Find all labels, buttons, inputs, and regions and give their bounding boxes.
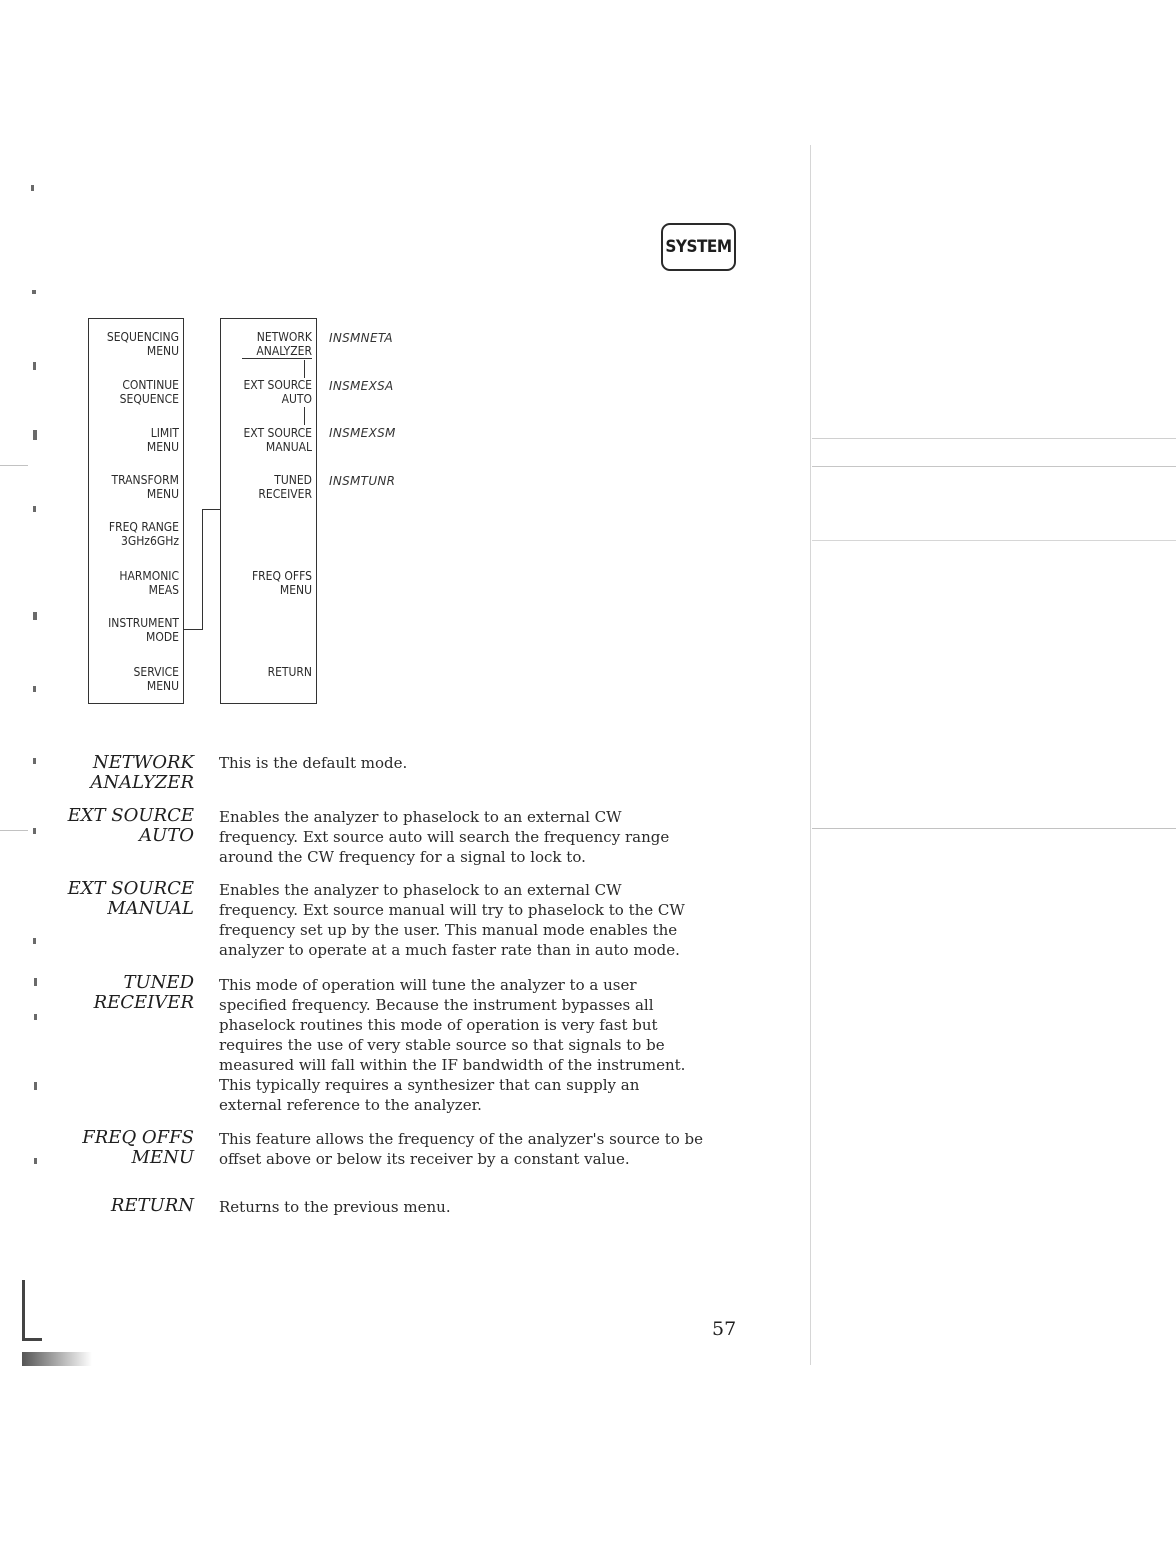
softkey-ext-source-auto[interactable] — [243, 378, 312, 406]
softkey-label: INSTRUMENT — [108, 616, 179, 630]
definition-text-return: Returns to the previous menu. — [219, 1198, 451, 1216]
mnemonic-tuned-receiver: INSMTUNR — [329, 474, 396, 488]
softkey-label: MENU — [146, 679, 179, 693]
definition-term-network-analyzer: NETWORK ANALYZER — [90, 752, 194, 793]
menu-connector — [184, 629, 202, 630]
softkey-label: SEQUENCING — [106, 330, 179, 344]
definition-term-freq-offs-menu: FREQ OFFS MENU — [82, 1127, 194, 1168]
binding-mark — [22, 1338, 42, 1341]
softkey-label: SERVICE — [133, 665, 179, 679]
binding-mark — [31, 185, 34, 191]
system-key[interactable]: SYSTEM — [661, 223, 736, 271]
definition-text-ext-source-manual: Enables the analyzer to phaselock to an external CW frequency. Ext source manual will try to phaselock to the CW frequency set up by the user. This manual mode enables the analyzer to operate at a much faster rate than in auto mode. — [219, 881, 685, 959]
binding-mark — [22, 1352, 92, 1366]
definition-text-network-analyzer: This is the default mode. — [219, 754, 408, 772]
softkey-label: MODE — [146, 630, 179, 644]
definition-term-tuned-receiver: TUNED RECEIVER — [93, 972, 194, 1013]
definition-term-ext-source-manual: EXT SOURCE MANUAL — [67, 878, 194, 919]
softkey-freq-range[interactable] — [109, 520, 179, 548]
scan-edge-line — [812, 438, 1176, 439]
system-softkey-menu — [88, 318, 184, 704]
softkey-limit-menu[interactable] — [147, 426, 179, 454]
softkey-label: MANUAL — [265, 440, 312, 454]
selection-link — [304, 360, 305, 378]
mnemonic-network-analyzer: INSMNETA — [329, 331, 393, 345]
menu-connector — [202, 509, 220, 510]
scan-edge-line — [0, 465, 28, 466]
softkey-service-menu[interactable] — [134, 665, 179, 693]
softkey-label: CONTINUE — [122, 378, 179, 392]
definition-text-tuned-receiver: This mode of operation will tune the analyzer to a user specified frequency. Because the instrument bypasses all phaselock routines this mode of operation is very fast but requires the use of very stable source so that signals to be measured will fall within the IF bandwidth of the instrument. This typically requires a synthesizer that can supply an external reference to the analyzer. — [219, 976, 686, 1114]
softkey-label: AUTO — [281, 392, 312, 406]
softkey-network-analyzer[interactable] — [242, 330, 312, 359]
binding-mark — [33, 686, 36, 692]
softkey-instrument-mode[interactable] — [108, 616, 179, 644]
binding-mark — [22, 1280, 25, 1340]
softkey-label: TRANSFORM — [111, 473, 179, 487]
binding-mark — [34, 1014, 37, 1020]
softkey-label: FREQ OFFS — [251, 569, 312, 583]
binding-mark — [34, 1082, 37, 1090]
scan-edge-line — [810, 145, 811, 1365]
softkey-return[interactable] — [268, 665, 312, 679]
menu-connector — [202, 509, 203, 630]
softkey-transform-menu[interactable] — [112, 473, 179, 501]
softkey-label: HARMONIC — [119, 569, 179, 583]
softkey-label: MEAS — [148, 583, 179, 597]
softkey-label: SEQUENCE — [119, 392, 179, 406]
softkey-label: MENU — [146, 440, 179, 454]
softkey-harmonic-meas[interactable] — [119, 569, 179, 597]
softkey-sequencing-menu[interactable] — [107, 330, 179, 358]
softkey-tuned-receiver[interactable] — [258, 473, 312, 501]
softkey-label: MENU — [146, 487, 179, 501]
softkey-freq-offs-menu[interactable] — [252, 569, 312, 597]
scan-edge-line — [812, 828, 1176, 829]
binding-mark — [33, 430, 37, 440]
softkey-label: TUNED — [274, 473, 312, 487]
binding-mark — [33, 362, 36, 370]
binding-mark — [33, 612, 37, 620]
page-number: 57 — [712, 1318, 737, 1340]
softkey-label: LIMIT — [150, 426, 179, 440]
softkey-ext-source-manual[interactable] — [243, 426, 312, 454]
mnemonic-ext-source-auto: INSMEXSA — [329, 379, 394, 393]
definition-text-freq-offs-menu: This feature allows the frequency of the analyzer's source to be offset above or below its receiver by a constant value. — [219, 1130, 704, 1168]
definition-term-return: RETURN — [110, 1195, 194, 1216]
softkey-label: NETWORK — [256, 330, 312, 344]
softkey-label: FREQ RANGE — [108, 520, 179, 534]
scan-edge-line — [812, 466, 1176, 467]
mnemonic-ext-source-manual: INSMEXSM — [329, 426, 396, 440]
binding-mark — [32, 290, 36, 294]
definition-term-ext-source-auto: EXT SOURCE AUTO — [67, 805, 194, 846]
instrument-mode-softkey-menu — [220, 318, 317, 704]
scan-edge-line — [812, 540, 1176, 541]
definition-text-ext-source-auto: Enables the analyzer to phaselock to an external CW frequency. Ext source auto will search the frequency range around the CW frequency for a signal to lock to. — [219, 808, 670, 866]
selection-link — [304, 407, 305, 425]
softkey-label: MENU — [279, 583, 312, 597]
softkey-label: RETURN — [267, 665, 312, 679]
softkey-label: RECEIVER — [258, 487, 312, 501]
binding-mark — [33, 506, 36, 512]
binding-mark — [33, 938, 36, 944]
softkey-label: 3GHz6GHz — [120, 534, 179, 548]
softkey-continue-sequence[interactable] — [120, 378, 179, 406]
softkey-label: MENU — [146, 344, 179, 358]
softkey-label: EXT SOURCE — [243, 426, 312, 440]
softkey-label: EXT SOURCE — [243, 378, 312, 392]
softkey-label: ANALYZER — [242, 344, 312, 359]
